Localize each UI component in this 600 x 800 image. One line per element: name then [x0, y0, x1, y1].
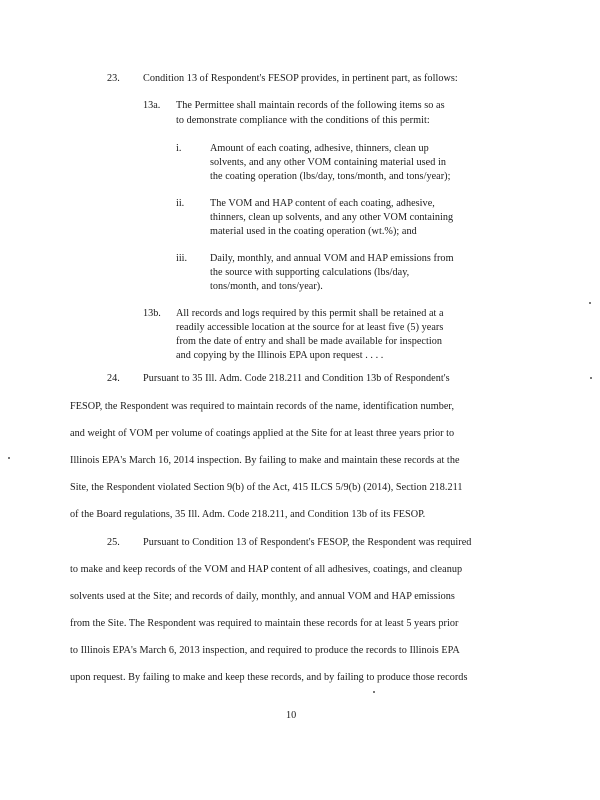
sub-i-label: i.	[176, 143, 182, 154]
para-25-number: 25.	[107, 537, 120, 548]
sub-iii-line: the source with supporting calculations (lbs/day,	[210, 267, 410, 278]
para-23-intro: Condition 13 of Respondent's FESOP provides, in pertinent part, as follows:	[143, 73, 458, 84]
sub-ii-label: ii.	[176, 198, 185, 209]
para-24-line: FESOP, the Respondent was required to maintain records of the name, identification number,	[70, 401, 455, 412]
para-24-line: Site, the Respondent violated Section 9(b) of the Act, 415 ILCS 5/9(b) (2014), Section 218.211	[70, 482, 463, 493]
page-number: 10	[286, 710, 297, 721]
item-13b-line: All records and logs required by this permit shall be retained at a	[176, 308, 444, 319]
scan-speck	[8, 457, 10, 459]
para-25-line: solvents used at the Site; and records of daily, monthly, and annual VOM and HAP emissions	[70, 591, 455, 602]
item-13a-line: The Permittee shall maintain records of the following items so as	[176, 100, 445, 111]
para-24-line: of the Board regulations, 35 Ill. Adm. Code 218.211, and Condition 13b of its FESOP.	[70, 509, 426, 520]
para-24-line: and weight of VOM per volume of coatings applied at the Site for at least three years prior to	[70, 428, 455, 439]
sub-ii-line: The VOM and HAP content of each coating, adhesive,	[210, 198, 435, 209]
item-13a-label: 13a.	[143, 100, 161, 111]
item-13b-line: and copying by the Illinois EPA upon request . . . .	[176, 350, 384, 361]
para-24-number: 24.	[107, 373, 120, 384]
sub-iii-line: tons/month, and tons/year).	[210, 281, 323, 292]
para-25-line: upon request. By failing to make and keep these records, and by failing to produce those records	[70, 672, 468, 683]
para-24-line: Pursuant to 35 Ill. Adm. Code 218.211 and Condition 13b of Respondent's	[143, 373, 450, 384]
sub-ii-line: thinners, clean up solvents, and any other VOM containing	[210, 212, 454, 223]
para-23-number: 23.	[107, 73, 120, 84]
para-25-line: to make and keep records of the VOM and HAP content of all adhesives, coatings, and cleanup	[70, 564, 463, 575]
sub-i-line: Amount of each coating, adhesive, thinners, clean up	[210, 143, 429, 154]
scan-speck	[373, 691, 375, 693]
item-13a-line: to demonstrate compliance with the conditions of this permit:	[176, 115, 430, 126]
sub-ii-line: material used in the coating operation (wt.%); and	[210, 226, 417, 237]
scan-speck	[590, 377, 592, 379]
sub-i-line: the coating operation (lbs/day, tons/month, and tons/year);	[210, 171, 451, 182]
para-24-line: Illinois EPA's March 16, 2014 inspection. By failing to make and maintain these records at the	[70, 455, 460, 466]
sub-i-line: solvents, and any other VOM containing material used in	[210, 157, 446, 168]
item-13b-line: from the date of entry and shall be made available for inspection	[176, 336, 443, 347]
para-25-line: from the Site. The Respondent was required to maintain these records for at least 5 years prior	[70, 618, 459, 629]
item-13b-line: readily accessible location at the source for at least five (5) years	[176, 322, 444, 333]
sub-iii-line: Daily, monthly, and annual VOM and HAP emissions from	[210, 253, 454, 264]
item-13b-label: 13b.	[143, 308, 161, 319]
sub-iii-label: iii.	[176, 253, 188, 264]
scan-speck	[589, 302, 591, 304]
para-25-line: to Illinois EPA's March 6, 2013 inspection, and required to produce the records to Illinois EPA	[70, 645, 460, 656]
para-25-line: Pursuant to Condition 13 of Respondent's FESOP, the Respondent was required	[143, 537, 472, 548]
